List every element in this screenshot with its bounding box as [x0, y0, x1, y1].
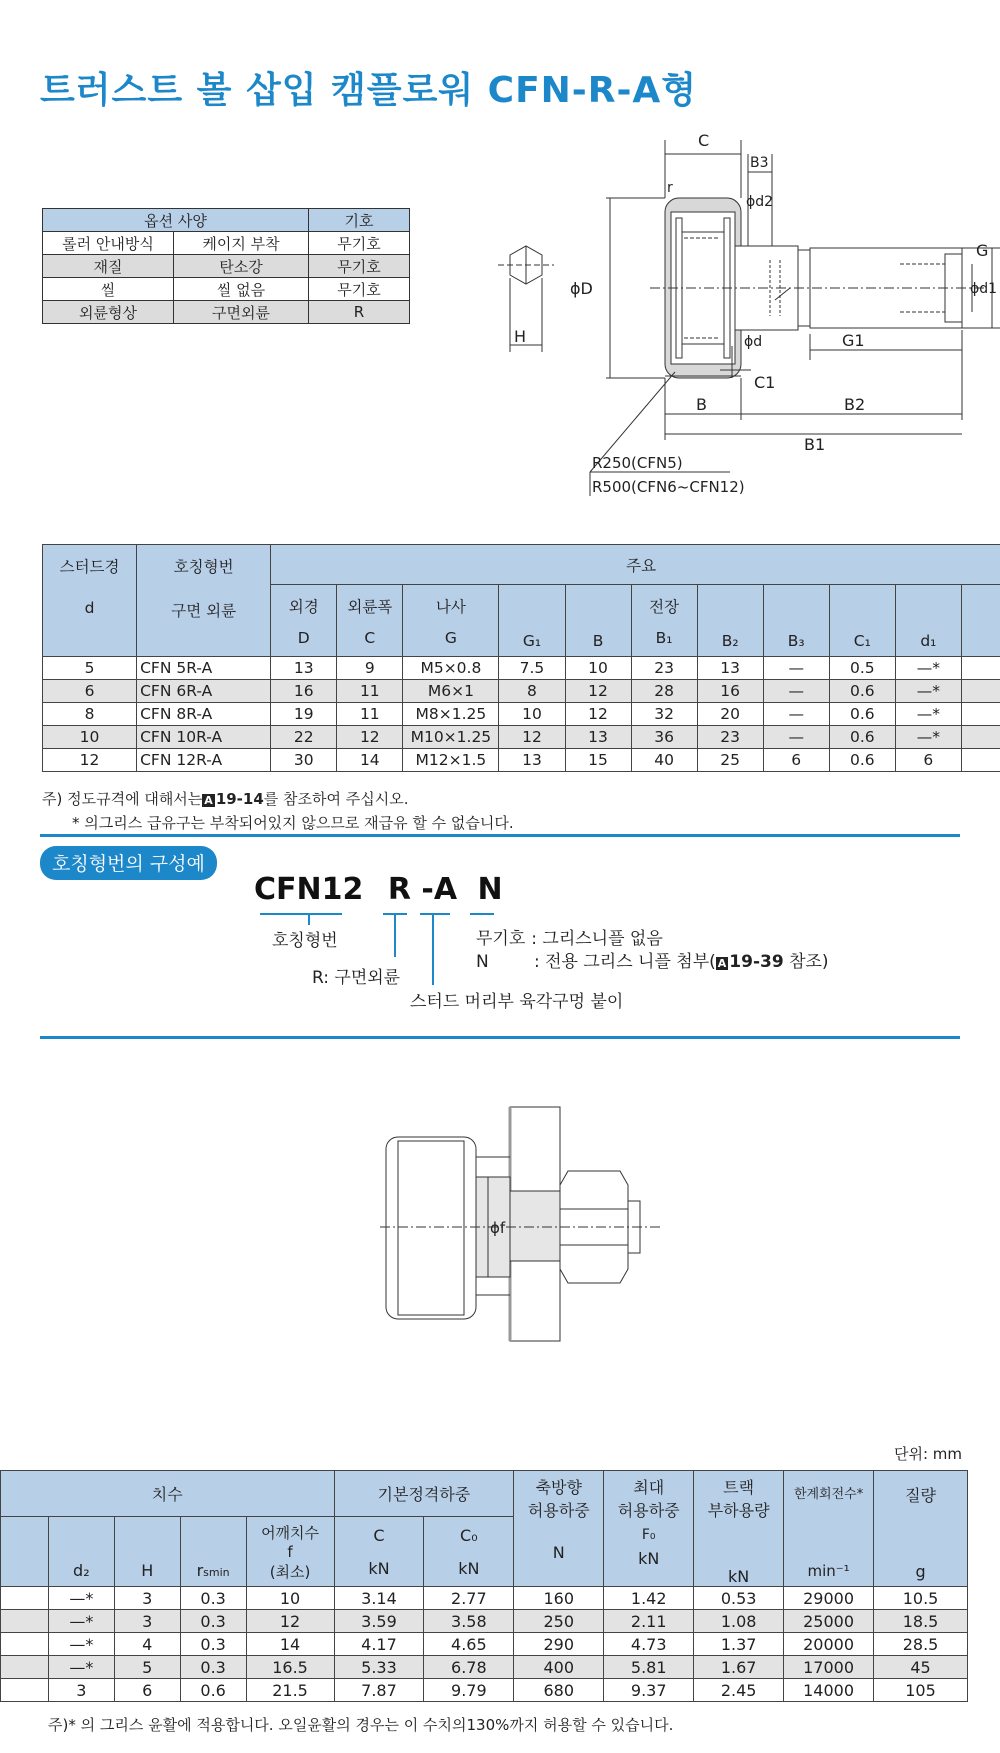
divider: [40, 1036, 960, 1039]
options-header-symbol: 기호: [309, 209, 410, 232]
cam-follower-diagram: [470, 120, 1000, 510]
note-grease: * 의그리스 급유구는 부착되어있지 않으므로 재급유 할 수 없습니다.: [72, 814, 514, 832]
options-table: [42, 208, 410, 324]
header-main: 주요: [271, 545, 1000, 585]
spec-table: 치수 기본정격하중 축방향 허용하중 N 최대 허용하중 F₀ kN 트랙 부하용량 kN 한계회전수* min⁻¹ 질량 g d₂ H rsmin 어깨치수 f (최소) C kN C₀ kN —* 3 0.3 10 3.14 2.77 160 1.42 0.53 29000 10.5 —* 3 0.3 12 3.59 3.58 250 2.11 1.08 25000 18.5 —* 4 0.3 14 4.17 4.65 290 4.73 1.37 20000 28.5 —* 5 0.3 16.5 5.33 6.78 400 5.81 1.67 17000 45 3 6 0.6 21.5 7.87 9.79 680 9.37 2.45 14000 105: [0, 1470, 968, 1702]
naming-badge: 호칭형번의 구성예: [40, 846, 217, 880]
dim-label-B1: B1: [804, 435, 826, 454]
footnote: 주)* 의 그리스 윤활에 적용합니다. 오일윤활의 경우는 이 수치의130%까지 허용할 수 있습니다.: [48, 1716, 674, 1734]
table-row: 3 6 0.6 21.5 7.87 9.79 680 9.37 2.45 14000 105: [1, 1679, 968, 1702]
dim-label-phi-d: ϕd: [744, 334, 763, 350]
hex-label-H: H: [514, 327, 527, 346]
header-mass: 질량 g: [874, 1471, 968, 1587]
dim-label-B: B: [696, 395, 707, 414]
table-row: 5 CFN 5R-A 13 9 M5×0.8 7.5 10 23 13 — 0.5 —*: [43, 657, 1000, 680]
header-max-load: 최대 허용하중 F₀ kN: [604, 1471, 694, 1587]
dimension-table: 스터드경 d 호칭형번 구면 외륜 주요 외경 D 외륜폭 C 나사 G G₁ B 전장 B₁ B₂ B₃ C₁ d₁ 5 CFN 5R-A 13 9 M5×0.8 7.5 10 23 13 — 0.5 —* 6 CFN 6R-A 16 11 M6×1 8 12 28 16 — 0.6 —* 8 CFN 8R-A 19 11 M8×1.25 10 12 32 20 — 0.6 —* 10 CFN 10R-A 22 12 M10×1.25 12 13 36 23 — 0.6 —* 12 CFN 12R-A 30 14 M12×1.5 13 15 40 25 6 0.6 6: [42, 544, 1000, 772]
dim-label-phi-d2: ϕd2: [746, 194, 774, 210]
caption-n: N : 전용 그리스 니플 첨부( A 19-39 참조): [476, 952, 829, 972]
radius-note-1: R250(CFN5): [592, 454, 683, 472]
dim-label-C1: C1: [754, 373, 776, 392]
ref-mark-icon: A: [204, 794, 213, 807]
table-row: 6 CFN 6R-A 16 11 M6×1 8 12 28 16 — 0.6 —*: [43, 680, 1000, 703]
underline-n: [470, 913, 494, 915]
dim-label-phi-d1: ϕd1: [970, 281, 998, 297]
table-row: 재질 탄소강 무기호: [43, 255, 410, 278]
dim-label-C: C: [698, 131, 710, 150]
page-title: 트러스트 볼 삽입 캠플로워 CFN-R-A형: [40, 70, 698, 111]
unit-label: 단위: mm: [894, 1445, 963, 1463]
table-row: 12 CFN 12R-A 30 14 M12×1.5 13 15 40 25 6 0.6 6: [43, 749, 1000, 772]
divider: [40, 834, 960, 837]
table-row: —* 5 0.3 16.5 5.33 6.78 400 5.81 1.67 17000 45: [1, 1656, 968, 1679]
table-row: 외륜형상 구면외륜 R: [43, 301, 410, 324]
radius-note-2: R500(CFN6~CFN12): [592, 478, 745, 496]
model-code: CFN12 R -A N: [254, 872, 503, 907]
underline-model: [260, 913, 342, 915]
table-row: —* 4 0.3 14 4.17 4.65 290 4.73 1.37 20000 28.5: [1, 1633, 968, 1656]
caption-model: 호칭형번: [272, 931, 338, 951]
dim-label-phi-D: ϕD: [570, 279, 593, 298]
note-accuracy: 주) 정도규격에 대해서는 A 19-14를 참조하여 주십시오.: [42, 790, 409, 808]
options-header-spec: 옵션 사양: [43, 209, 309, 232]
caption-no-symbol: 무기호 : 그리스니플 없음: [476, 929, 663, 949]
table-row: 씰 씰 없음 무기호: [43, 278, 410, 301]
dim-label-B2: B2: [844, 395, 866, 414]
table-row: —* 3 0.3 10 3.14 2.77 160 1.42 0.53 29000 10.5: [1, 1587, 968, 1610]
mount-label-phi-f: ϕf: [490, 1219, 506, 1237]
ref-mark-icon: A: [717, 957, 727, 970]
header-limit-speed: 한계회전수* min⁻¹: [784, 1471, 874, 1587]
table-row: 롤러 안내방식 케이지 부착 무기호: [43, 232, 410, 255]
caption-a: 스터드 머리부 육각구멍 붙이: [410, 992, 624, 1012]
table-row: 8 CFN 8R-A 19 11 M8×1.25 10 12 32 20 — 0.6 —*: [43, 703, 1000, 726]
header-model: 호칭형번 구면 외륜: [137, 545, 271, 657]
table-row: 10 CFN 10R-A 22 12 M10×1.25 12 13 36 23 — 0.6 —*: [43, 726, 1000, 749]
header-stud-dia: 스터드경 d: [43, 545, 137, 657]
header-dimensions: 치수: [1, 1471, 335, 1517]
mounting-diagram: [380, 1105, 660, 1345]
dim-label-r: r: [667, 180, 673, 196]
table-row: —* 3 0.3 12 3.59 3.58 250 2.11 1.08 25000 18.5: [1, 1610, 968, 1633]
dim-label-G: G: [976, 241, 989, 260]
header-track-capacity: 트랙 부하용량 kN: [694, 1471, 784, 1587]
header-basic-load: 기본정격하중: [334, 1471, 514, 1517]
header-axial-load: 축방향 허용하중 N: [514, 1471, 604, 1587]
dim-label-B3: B3: [750, 155, 769, 171]
dim-label-G1: G1: [842, 331, 865, 350]
underline-a: [420, 913, 450, 915]
caption-r: R: 구면외륜: [312, 968, 401, 988]
